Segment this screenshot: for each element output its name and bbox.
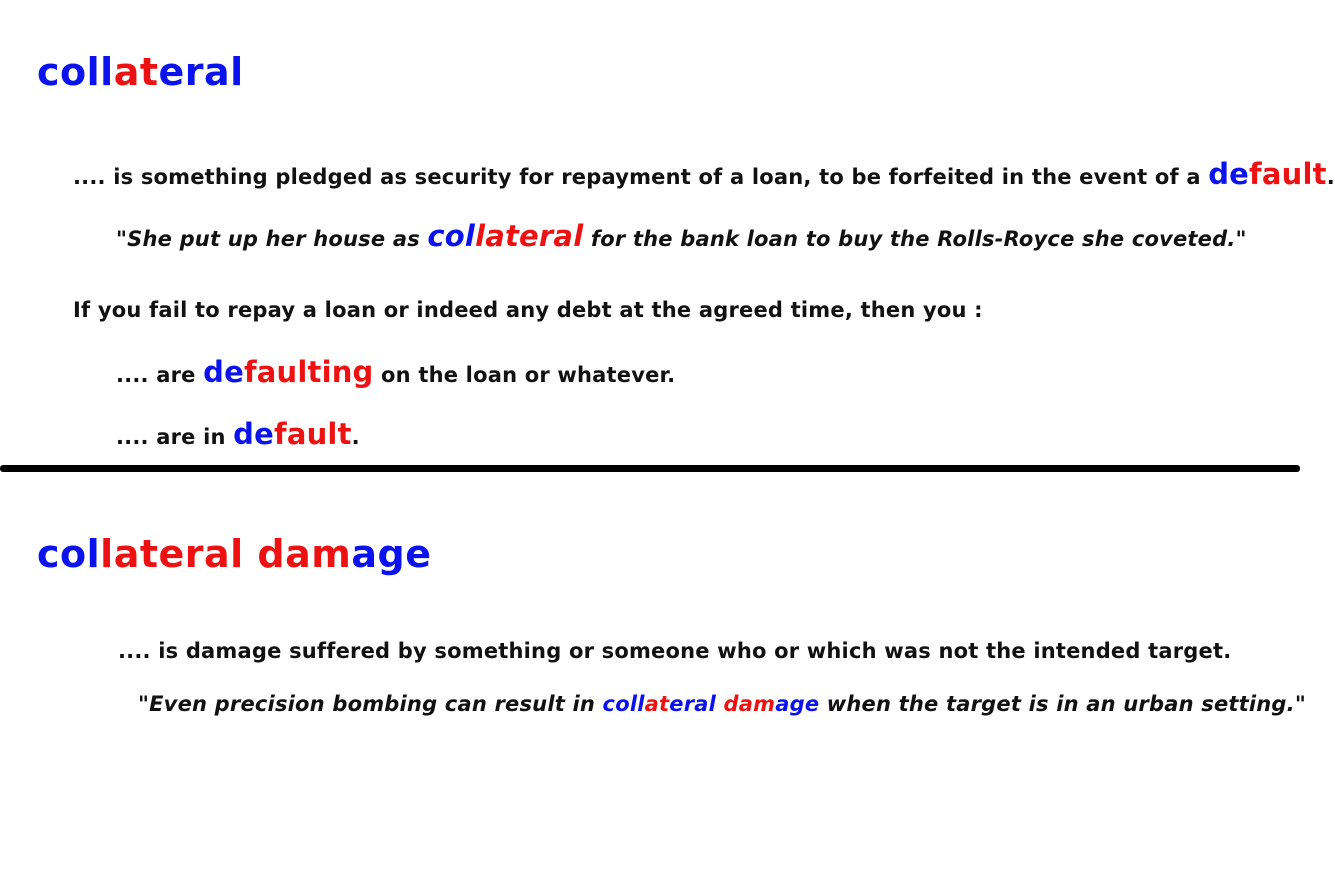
definition-collateral [73,157,1335,191]
keyword-part: de [1208,157,1250,191]
definition-collateral-damage: .... is damage suffered by something or someone who or which was not the intended target. [118,639,1232,663]
keyword-part: de [233,417,274,451]
example-open: "She put up her house as [116,227,428,251]
keyword-part: coll [602,692,645,716]
heading-collateral-damage [37,532,432,576]
keyword-part: age [775,692,820,716]
heading-collateral [37,50,244,94]
keyword-part: faulting [243,355,374,389]
bullet-end: . [351,425,360,449]
example-collateral [116,219,1247,253]
definition-text: .... is something pledged as security for repayment of a loan, to be forfeited in the event of a [73,165,1209,189]
bullet-in-default [116,417,360,451]
heading-part: lateral [100,532,244,576]
bullet-defaulting [116,355,675,389]
example-close: for the bank loan to buy the Rolls-Royce she coveted." [583,227,1247,251]
keyword-space [716,692,724,716]
example-open: "Even precision bombing can result in [138,692,603,716]
keyword-part: col [427,219,476,253]
heading-part: age [351,532,432,576]
heading-part: dam [257,532,352,576]
keyword-part: at [644,692,670,716]
heading-part: coll [37,50,114,94]
bullet-text: .... are in [116,425,234,449]
keyword-part: eral [669,692,717,716]
heading-part: eral [158,50,244,94]
section-divider [0,465,1300,472]
heading-space [244,532,258,576]
example-close: when the target is in an urban setting." [819,692,1306,716]
bullet-end: on the loan or whatever. [373,363,676,387]
keyword-part: fault [1249,157,1327,191]
heading-part: col [37,532,101,576]
example-collateral-damage [138,692,1306,716]
keyword-part: de [203,355,244,389]
bullet-text: .... are [116,363,204,387]
intro-default: If you fail to repay a loan or indeed any debt at the agreed time, then you : [73,298,983,322]
keyword-part: fault [274,417,352,451]
keyword-part: dam [723,692,776,716]
heading-part: at [113,50,159,94]
keyword-part: lateral [475,219,584,253]
definition-end: . [1326,165,1335,189]
